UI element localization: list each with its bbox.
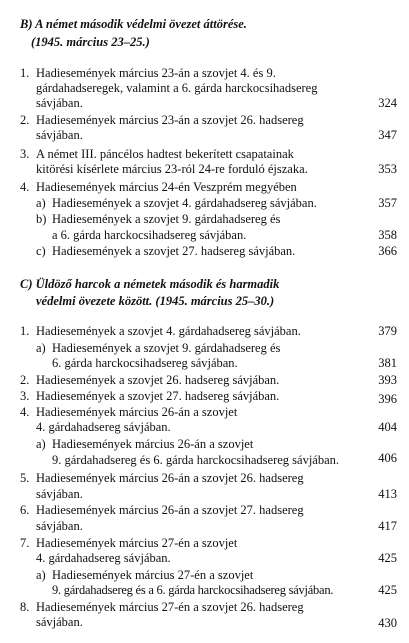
entry-line: Hadiesemények március 24-én Veszprém megyében xyxy=(36,180,297,194)
page-number: 425 xyxy=(378,583,397,597)
entry-line: Hadiesemények a szovjet 4. gárdahadsereg sávjában. xyxy=(36,324,301,338)
page-number: 396 xyxy=(378,392,397,406)
entry-line: kitörési kísérlete március 23-ról 24-re forduló éjszaka. xyxy=(36,162,308,176)
entry-line: a 6. gárda harckocsihadsereg sávjában. xyxy=(52,228,247,242)
entry-line: Hadiesemények március 27-én a szovjet xyxy=(36,536,238,550)
entry-line: sávjában. xyxy=(36,128,83,142)
entry-number: a) xyxy=(36,196,46,210)
entry-number: a) xyxy=(36,568,46,582)
page-number: 404 xyxy=(378,420,397,434)
entry-line: Hadiesemények március 23-án a szovjet 4. és 9. xyxy=(36,66,276,80)
entry-line: Hadiesemények március 23-án a szovjet 26. hadsereg xyxy=(36,113,304,127)
entry-number: 5. xyxy=(20,471,30,485)
entry-line: 4. gárdahadsereg sávjában. xyxy=(36,551,171,565)
entry-number: 4. xyxy=(20,405,30,419)
entry-line: sávjában. xyxy=(36,519,83,533)
entry-line: Hadiesemények a szovjet 9. gárdahadsereg és xyxy=(52,212,281,226)
entry-number: 3. xyxy=(20,147,30,161)
entry-number: a) xyxy=(36,437,46,451)
entry-line: sávjában. xyxy=(36,615,83,629)
entry-number: 1. xyxy=(20,66,30,80)
entry-line: Hadiesemények a szovjet 26. hadsereg sávjában. xyxy=(36,373,280,387)
entry-number: 6. xyxy=(20,503,30,517)
page-number: 366 xyxy=(378,244,397,258)
page-number: 381 xyxy=(378,356,397,370)
page-number: 393 xyxy=(378,373,397,387)
entry-line: 6. gárda harckocsihadsereg sávjában. xyxy=(52,356,238,370)
section-c-title: C) Üldöző harcok a németek második és harmadik xyxy=(20,277,280,291)
entry-line: Hadiesemények március 27-én a szovjet 26. hadsereg xyxy=(36,600,304,614)
entry-line: Hadiesemények a szovjet 4. gárdahadsereg sávjában. xyxy=(52,196,317,210)
page-number: 357 xyxy=(378,196,397,210)
entry-line: 9. gárdahadsereg és 6. gárda harckocsihadsereg sávjában. xyxy=(52,453,340,467)
entry-line: 4. gárdahadsereg sávjában. xyxy=(36,420,171,434)
entry-number: b) xyxy=(36,212,47,226)
entry-line: sávjában. xyxy=(36,487,83,501)
page-number: 353 xyxy=(378,162,397,176)
entry-number: 2. xyxy=(20,373,30,387)
entry-line: Hadiesemények a szovjet 27. hadsereg sávjában. xyxy=(52,244,296,258)
entry-line: Hadiesemények március 26-án a szovjet 26. hadsereg xyxy=(36,471,304,485)
entry-number: 8. xyxy=(20,600,30,614)
section-b-title: B) A német második védelmi övezet áttörése. xyxy=(20,17,247,31)
entry-line: Hadiesemények március 26-án a szovjet xyxy=(52,437,254,451)
page-number: 379 xyxy=(378,324,397,338)
page-number: 358 xyxy=(378,228,397,242)
entry-line: Hadiesemények a szovjet 9. gárdahadsereg és xyxy=(52,341,281,355)
page-number: 406 xyxy=(378,451,397,465)
entry-number: 7. xyxy=(20,536,30,550)
entry-line: 9. gárdahadsereg és a 6. gárda harckocsihadsereg sávjában. xyxy=(52,583,334,597)
page-number: 430 xyxy=(378,616,397,630)
entry-line: A német III. páncélos hadtest bekerített csapatainak xyxy=(36,147,294,161)
page-number: 417 xyxy=(378,519,397,533)
entry-number: 4. xyxy=(20,180,30,194)
entry-line: Hadiesemények március 26-án a szovjet 27. hadsereg xyxy=(36,503,304,517)
entry-number: 2. xyxy=(20,113,30,127)
section-b-dates: (1945. március 23–25.) xyxy=(31,35,150,49)
entry-line: gárdahadseregek, valamint a 6. gárda harckocsihadsereg xyxy=(36,81,318,95)
entry-number: 1. xyxy=(20,324,30,338)
entry-line: Hadiesemények március 26-án a szovjet xyxy=(36,405,238,419)
entry-line: Hadiesemények a szovjet 27. hadsereg sávjában. xyxy=(36,389,280,403)
entry-number: 3. xyxy=(20,389,30,403)
entry-line: Hadiesemények március 27-én a szovjet xyxy=(52,568,254,582)
entry-line: sávjában. xyxy=(36,96,83,110)
page-number: 413 xyxy=(378,487,397,501)
page-number: 347 xyxy=(378,128,397,142)
section-c-dates: védelmi övezete között. (1945. március 25–30.) xyxy=(36,294,275,308)
page-number: 425 xyxy=(378,551,397,565)
page-number: 324 xyxy=(378,96,397,110)
entry-number: a) xyxy=(36,341,46,355)
entry-number: c) xyxy=(36,244,46,258)
